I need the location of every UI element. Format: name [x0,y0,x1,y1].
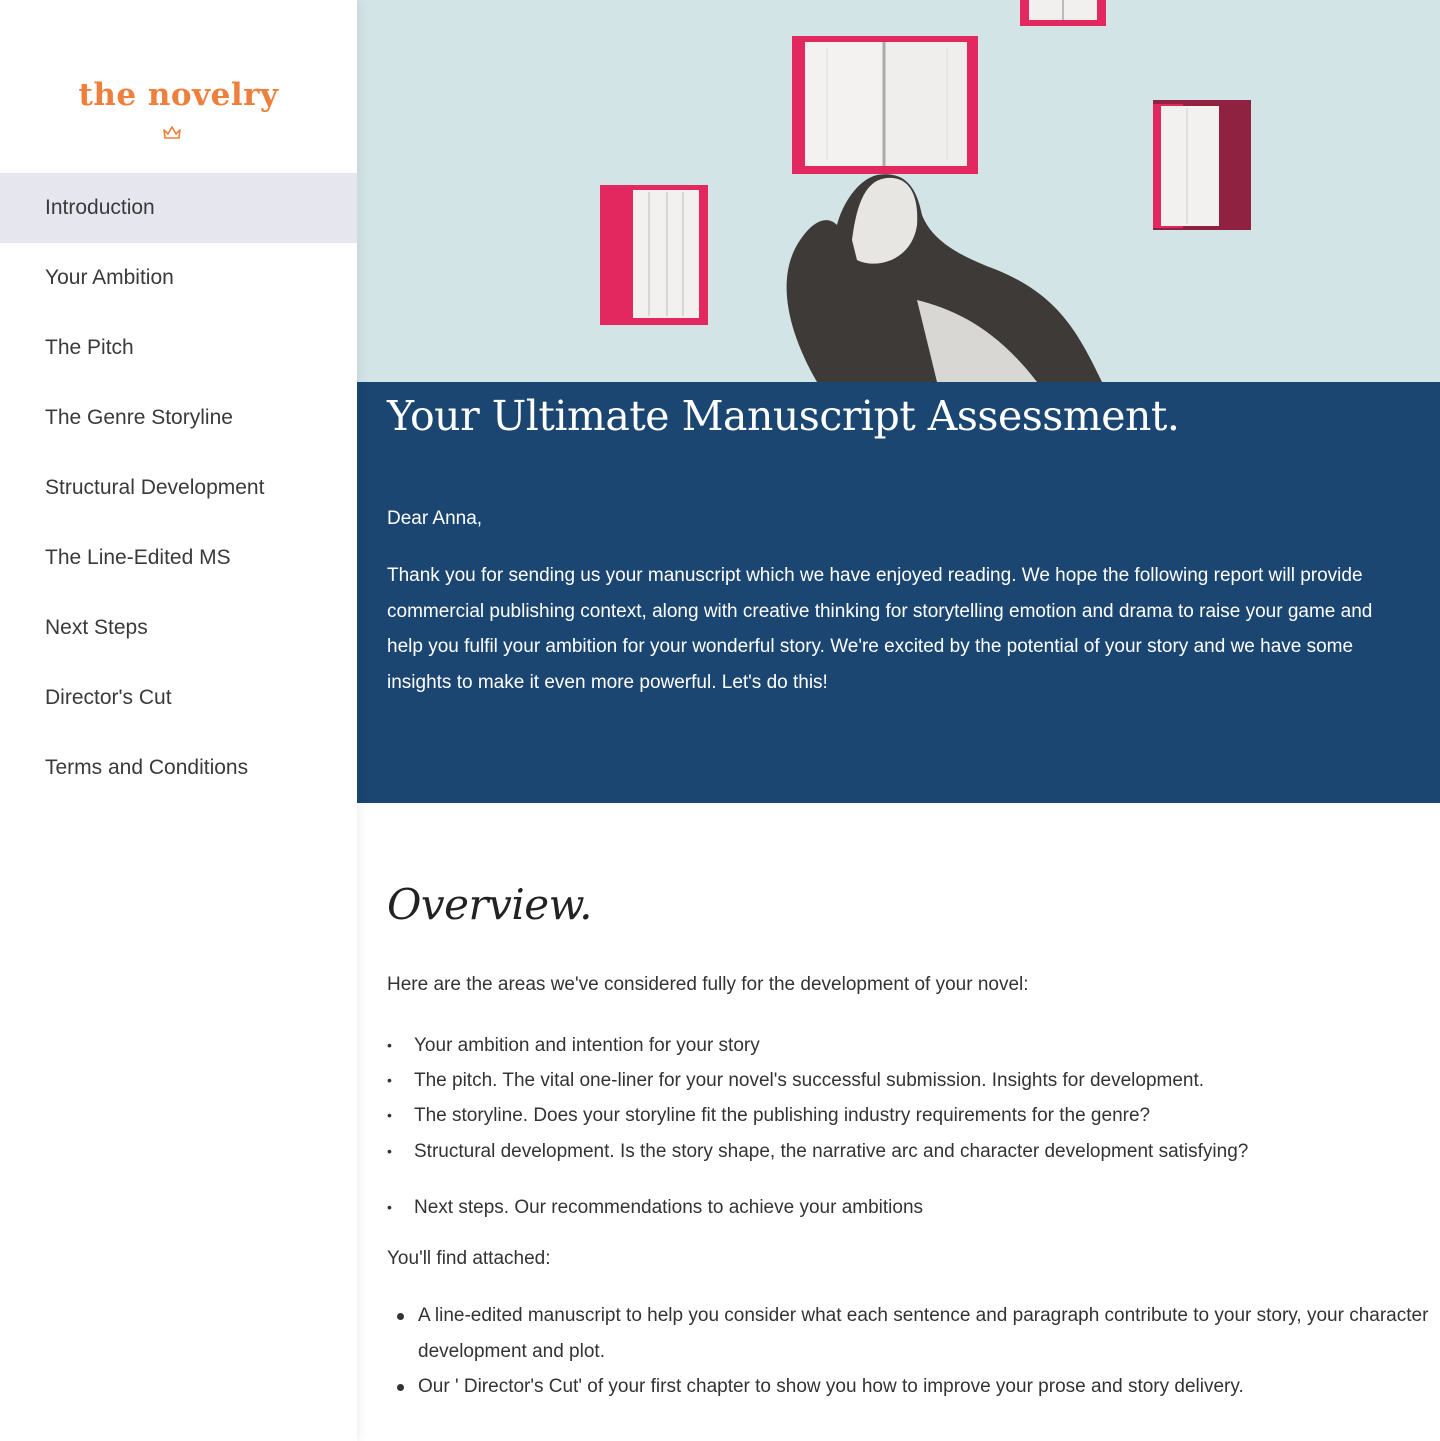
list-item-text: The pitch. The vital one-liner for your novel's successful submission. Insights for development. [414,1070,1205,1092]
list-item-text: Our ' Director's Cut' of your first chapter to show you how to improve your prose and story delivery. [418,1376,1244,1397]
list-item [387,1028,1437,1063]
bullet-icon [397,1384,404,1391]
list-item [387,1190,1437,1225]
sidebar-item-label: The Line-Edited MS [45,546,231,569]
attached-list [397,1298,1437,1405]
overview-list [387,1028,1437,1225]
bullet-icon: • [387,1198,392,1215]
attached-lead: You'll find attached: [387,1248,551,1269]
overview-lead: Here are the areas we've considered fully for the development of your novel: [387,974,1029,995]
sidebar-item-line-edited-ms[interactable] [0,523,357,593]
sidebar-item-directors-cut[interactable] [0,663,357,733]
sidebar-item-introduction[interactable] [0,173,357,243]
list-item [397,1369,1437,1405]
hero-illustration [357,0,1440,382]
crown-icon [163,126,181,140]
logo-text: the novelry [78,77,279,113]
list-item-text: The storyline. Does your storyline fit the publishing industry requirements for the genre? [414,1105,1151,1127]
bullet-icon: • [387,1107,392,1124]
bullet-icon: • [387,1037,392,1053]
intro-banner [357,382,1440,803]
sidebar-item-genre-storyline[interactable] [0,383,357,453]
bullet-icon [397,1313,404,1320]
list-item-text: A line-edited manuscript to help you consider what each sentence and paragraph contribute to your story, your character development and plot. [418,1305,1429,1362]
page-title: Your Ultimate Manuscript Assessment. [387,392,1180,440]
list-item [387,1134,1437,1169]
logo[interactable] [0,60,357,130]
sidebar-item-label: Director's Cut [45,686,172,709]
sidebar-item-label: The Genre Storyline [45,406,233,429]
sidebar-item-label: Structural Development [45,476,265,499]
list-item [397,1298,1437,1369]
sidebar-item-label: Terms and Conditions [45,756,249,779]
list-item [387,1063,1437,1098]
sidebar [0,0,357,1441]
overview-section [387,880,1437,1397]
sidebar-nav [0,173,357,803]
sidebar-item-label: Introduction [45,196,155,219]
list-item-text: Structural development. Is the story shape, the narrative arc and character development satisfying? [414,1140,1249,1162]
overview-title: Overview. [387,880,592,929]
sidebar-item-the-pitch[interactable] [0,313,357,383]
sidebar-item-label: Next Steps [45,616,148,639]
list-item [387,1098,1437,1133]
sidebar-item-label: Your Ambition [45,266,174,289]
sidebar-item-next-steps[interactable] [0,593,357,663]
bullet-icon: • [387,1142,392,1159]
sidebar-item-terms[interactable] [0,733,357,803]
hero-image [357,0,1440,382]
sidebar-item-your-ambition[interactable] [0,243,357,313]
sidebar-item-structural-development[interactable] [0,453,357,523]
list-item-text: Your ambition and intention for your story [414,1035,760,1056]
intro-paragraph: Thank you for sending us your manuscript which we have enjoyed reading. We hope the following report will provide commercial publishing context, along with creative thinking for storytelling emotion and drama to raise your game and help you fulfil your ambition for your wonderful story. We're excited by the potential of your story and we have some insights to make it even more powerful. Let's do this! [387,565,1373,693]
list-item-text: Next steps. Our recommendations to achieve your ambitions [414,1196,924,1218]
main-content [357,0,1440,1441]
greeting: Dear Anna, [387,508,483,529]
bullet-icon: • [387,1072,392,1089]
sidebar-item-label: The Pitch [45,336,134,359]
